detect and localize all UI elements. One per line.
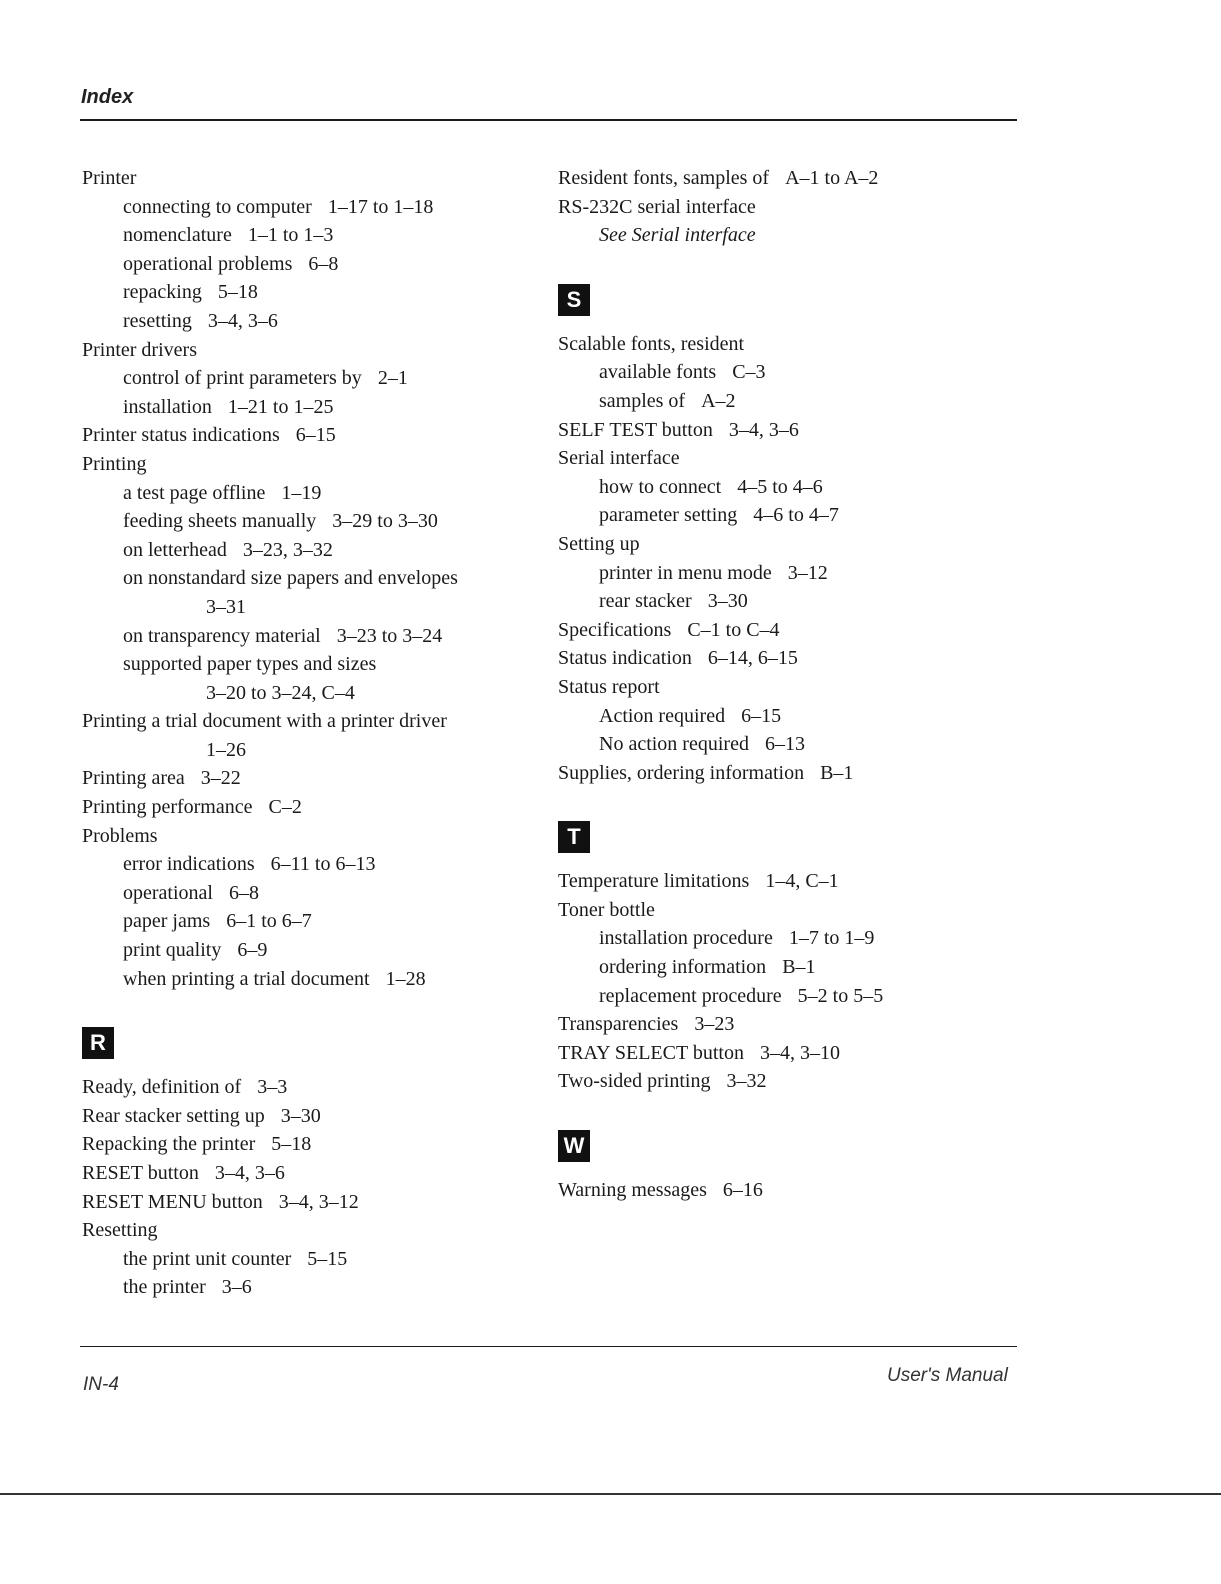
index-entry [82, 479, 522, 508]
index-term: Printing [82, 452, 147, 475]
index-term: RS-232C serial interface [558, 195, 756, 218]
index-entry [558, 473, 998, 502]
index-term: paper jams [123, 910, 211, 933]
index-entry [82, 564, 522, 593]
index-page-refs: 3–4, 3–6 [728, 418, 799, 441]
section-letter-badge: S [558, 284, 590, 316]
index-page-refs: 1–7 to 1–9 [788, 927, 875, 950]
index-term: No action required [599, 733, 749, 756]
index-entry [558, 1039, 998, 1068]
index-entries-r-continued [558, 164, 998, 250]
index-page-refs: 6–8 [228, 881, 259, 904]
index-entry [82, 1245, 522, 1274]
index-entry [558, 1067, 998, 1096]
index-term: feeding sheets manually [123, 510, 317, 533]
index-term: SELF TEST button [558, 418, 713, 441]
index-entry [82, 364, 522, 393]
index-entry [558, 673, 998, 702]
index-entry [558, 530, 998, 559]
index-term: printer in menu mode [599, 561, 772, 584]
index-page-refs: 3–4, 3–6 [207, 309, 278, 332]
index-entry [558, 559, 998, 588]
index-term: the printer [123, 1276, 206, 1299]
index-term: RESET button [82, 1162, 199, 1184]
index-page-refs: 3–3 [257, 1076, 288, 1099]
index-entry [82, 707, 522, 736]
section-heading-r [82, 1027, 522, 1059]
index-page-refs: 3–23, 3–32 [242, 538, 333, 561]
index-page-refs: 6–13 [764, 733, 805, 756]
index-term: operational problems [123, 252, 293, 275]
index-entry [558, 953, 998, 982]
index-entries-printer-problems [82, 164, 522, 993]
index-page-refs: 1–26 [206, 738, 246, 761]
index-term: on letterhead [123, 538, 227, 561]
index-entry [82, 822, 522, 851]
index-entry [82, 507, 522, 536]
index-term: Action required [599, 704, 726, 727]
index-term: Printing area [82, 767, 185, 790]
index-entry [82, 879, 522, 908]
index-entry [558, 867, 998, 896]
index-term: supported paper types and sizes [123, 653, 377, 676]
index-page-refs: 1–4, C–1 [765, 870, 839, 893]
index-entry [82, 250, 522, 279]
index-entry [82, 650, 522, 679]
index-entry [558, 501, 998, 530]
index-page-refs: 1–28 [385, 967, 426, 990]
index-entry [82, 622, 522, 651]
index-page-refs: A–2 [701, 389, 736, 412]
index-term: Temperature limitations [558, 870, 750, 893]
index-term: error indications [123, 853, 255, 876]
index-page-refs: 6–15 [741, 704, 782, 727]
index-page-refs: B–1 [782, 956, 816, 979]
index-page-refs: 5–2 to 5–5 [797, 984, 884, 1007]
index-entry [558, 616, 998, 645]
index-term: operational [123, 881, 213, 904]
index-page-refs: 3–4, 3–12 [278, 1190, 359, 1213]
page-number: IN-4 [83, 1374, 119, 1395]
index-term: See Serial interface [599, 224, 756, 247]
index-entry [82, 736, 522, 765]
index-entry [558, 358, 998, 387]
index-term: Supplies, ordering information [558, 761, 805, 784]
index-term: nomenclature [123, 224, 232, 247]
section-heading-s [558, 284, 998, 316]
index-term: ordering information [599, 956, 767, 979]
index-term: Scalable fonts, resident [558, 332, 745, 355]
index-term: Serial interface [558, 447, 680, 470]
scan-edge-line [0, 1493, 1221, 1495]
index-entry [82, 450, 522, 479]
index-page-refs: 1–1 to 1–3 [247, 224, 334, 247]
index-column-left [82, 164, 522, 1302]
index-term: the print unit counter [123, 1247, 292, 1270]
index-entry [82, 1102, 522, 1131]
index-entry [558, 702, 998, 731]
index-page-refs: 3–29 to 3–30 [332, 510, 438, 533]
index-term: installation [123, 395, 212, 418]
index-term: RESET MENU button [82, 1190, 263, 1213]
index-term: resetting [123, 309, 192, 332]
index-entry [82, 793, 522, 822]
index-term: Printer drivers [82, 338, 197, 361]
index-entry [558, 896, 998, 925]
index-entry [82, 907, 522, 936]
index-page-refs: C–1 to C–4 [687, 618, 780, 641]
index-term: print quality [123, 939, 222, 962]
index-page-refs: 3–23 [694, 1013, 735, 1036]
index-entry [82, 764, 522, 793]
index-page-refs: 3–20 to 3–24, C–4 [206, 681, 355, 704]
index-term: Printer [82, 167, 137, 189]
index-entries-s [558, 330, 998, 788]
index-entry [82, 1130, 522, 1159]
index-entry [82, 1273, 522, 1302]
index-term: Specifications [558, 618, 672, 641]
index-entry [82, 393, 522, 422]
index-term: repacking [123, 281, 202, 304]
index-page-refs: 3–6 [221, 1276, 252, 1299]
index-term: Printing performance [82, 796, 253, 819]
index-term: Status report [558, 675, 660, 698]
index-term: Ready, definition of [82, 1076, 242, 1099]
index-page-refs: 3–32 [726, 1070, 767, 1093]
index-page-refs: 1–21 to 1–25 [227, 395, 334, 418]
index-term: TRAY SELECT button [558, 1041, 744, 1064]
section-letter-badge: W [558, 1130, 590, 1162]
index-page-refs: 6–16 [722, 1179, 763, 1202]
index-entries-t [558, 867, 998, 1096]
index-page-refs: 1–19 [281, 481, 322, 504]
index-term: Status indication [558, 647, 692, 670]
index-term: when printing a trial document [123, 967, 370, 990]
index-term: Resetting [82, 1219, 158, 1242]
index-entry [558, 221, 998, 250]
index-page-refs: 3–4, 3–10 [759, 1041, 840, 1064]
index-entry [82, 336, 522, 365]
index-entry [558, 644, 998, 673]
section-letter-badge: T [558, 821, 590, 853]
index-page-refs: 1–17 to 1–18 [327, 195, 434, 218]
index-term: control of print parameters by [123, 367, 362, 390]
index-page-refs: 3–30 [707, 590, 748, 613]
index-entry [82, 278, 522, 307]
index-term: Setting up [558, 532, 640, 555]
index-entry [82, 1159, 522, 1188]
index-entry [558, 1176, 998, 1205]
index-entry [558, 444, 998, 473]
index-column-right [558, 164, 998, 1205]
index-entry [82, 164, 522, 193]
index-entry [558, 193, 998, 222]
index-term: a test page offline [123, 481, 266, 504]
section-heading-t [558, 821, 998, 853]
index-entry [558, 330, 998, 359]
index-page-refs: 3–30 [280, 1104, 321, 1127]
index-term: Printer status indications [82, 424, 280, 447]
index-page-refs: 3–23 to 3–24 [336, 624, 443, 647]
index-term: samples of [599, 389, 686, 412]
index-entry [558, 416, 998, 445]
index-page-refs: 3–4, 3–6 [214, 1162, 285, 1184]
index-page-refs: 6–15 [295, 424, 336, 447]
index-page-refs: 3–31 [206, 595, 246, 618]
index-entry [82, 307, 522, 336]
index-term: Toner bottle [558, 898, 655, 921]
index-entry [558, 924, 998, 953]
index-entry [82, 936, 522, 965]
index-page-refs: A–1 to A–2 [785, 167, 879, 189]
index-entry [82, 536, 522, 565]
index-page-refs: B–1 [820, 761, 854, 784]
index-entry [558, 387, 998, 416]
index-page-refs: 2–1 [377, 367, 408, 390]
index-term: Transparencies [558, 1013, 679, 1036]
index-term: parameter setting [599, 504, 738, 527]
index-entry [558, 759, 998, 788]
index-term: connecting to computer [123, 195, 312, 218]
index-term: Resident fonts, samples of [558, 167, 770, 189]
index-entry [82, 1073, 522, 1102]
index-entry [82, 221, 522, 250]
index-entry [82, 1188, 522, 1217]
page-header-title: Index [81, 86, 134, 108]
index-term: how to connect [599, 475, 722, 498]
index-page-refs: 6–11 to 6–13 [270, 853, 376, 876]
index-term: Rear stacker setting up [82, 1104, 265, 1127]
index-page-refs: 6–9 [237, 939, 268, 962]
index-term: available fonts [599, 361, 717, 384]
index-term: Repacking the printer [82, 1133, 256, 1156]
index-entry [558, 982, 998, 1011]
index-entry [82, 593, 522, 622]
index-term: Two-sided printing [558, 1070, 711, 1093]
index-entry [82, 679, 522, 708]
index-entry [558, 1010, 998, 1039]
index-entry [558, 587, 998, 616]
index-entry [82, 421, 522, 450]
index-entry [82, 850, 522, 879]
index-page-refs: 5–18 [217, 281, 258, 304]
index-entry [558, 164, 998, 193]
index-entries-w [558, 1176, 998, 1205]
index-page-refs: 5–18 [271, 1133, 312, 1156]
index-page-refs: 4–5 to 4–6 [737, 475, 823, 498]
index-term: on transparency material [123, 624, 321, 647]
index-term: replacement procedure [599, 984, 782, 1007]
index-page-refs: C–2 [268, 796, 302, 819]
index-term: installation procedure [599, 927, 773, 950]
index-entry [82, 193, 522, 222]
index-page-refs: 6–14, 6–15 [707, 647, 798, 670]
section-letter-badge: R [82, 1027, 114, 1059]
index-entry [82, 1216, 522, 1245]
index-page-refs: 3–22 [200, 767, 241, 790]
index-entry [558, 730, 998, 759]
index-page-refs: 5–15 [307, 1247, 348, 1270]
index-term: on nonstandard size papers and envelopes [123, 567, 458, 590]
index-entry [82, 965, 522, 994]
header-rule [80, 119, 1017, 121]
index-page-refs: 6–1 to 6–7 [226, 910, 312, 933]
index-page-refs: 4–6 to 4–7 [753, 504, 839, 527]
index-page-refs: 6–8 [308, 252, 339, 275]
section-heading-w [558, 1130, 998, 1162]
index-term: Warning messages [558, 1179, 707, 1202]
index-entries-r [82, 1073, 522, 1302]
index-page-refs: C–3 [732, 361, 766, 384]
index-term: rear stacker [599, 590, 692, 613]
manual-title: User's Manual [887, 1365, 1008, 1386]
footer-rule [80, 1346, 1017, 1347]
index-page-refs: 3–12 [787, 561, 828, 584]
index-term: Printing a trial document with a printer driver [82, 710, 447, 733]
index-term: Problems [82, 824, 158, 847]
